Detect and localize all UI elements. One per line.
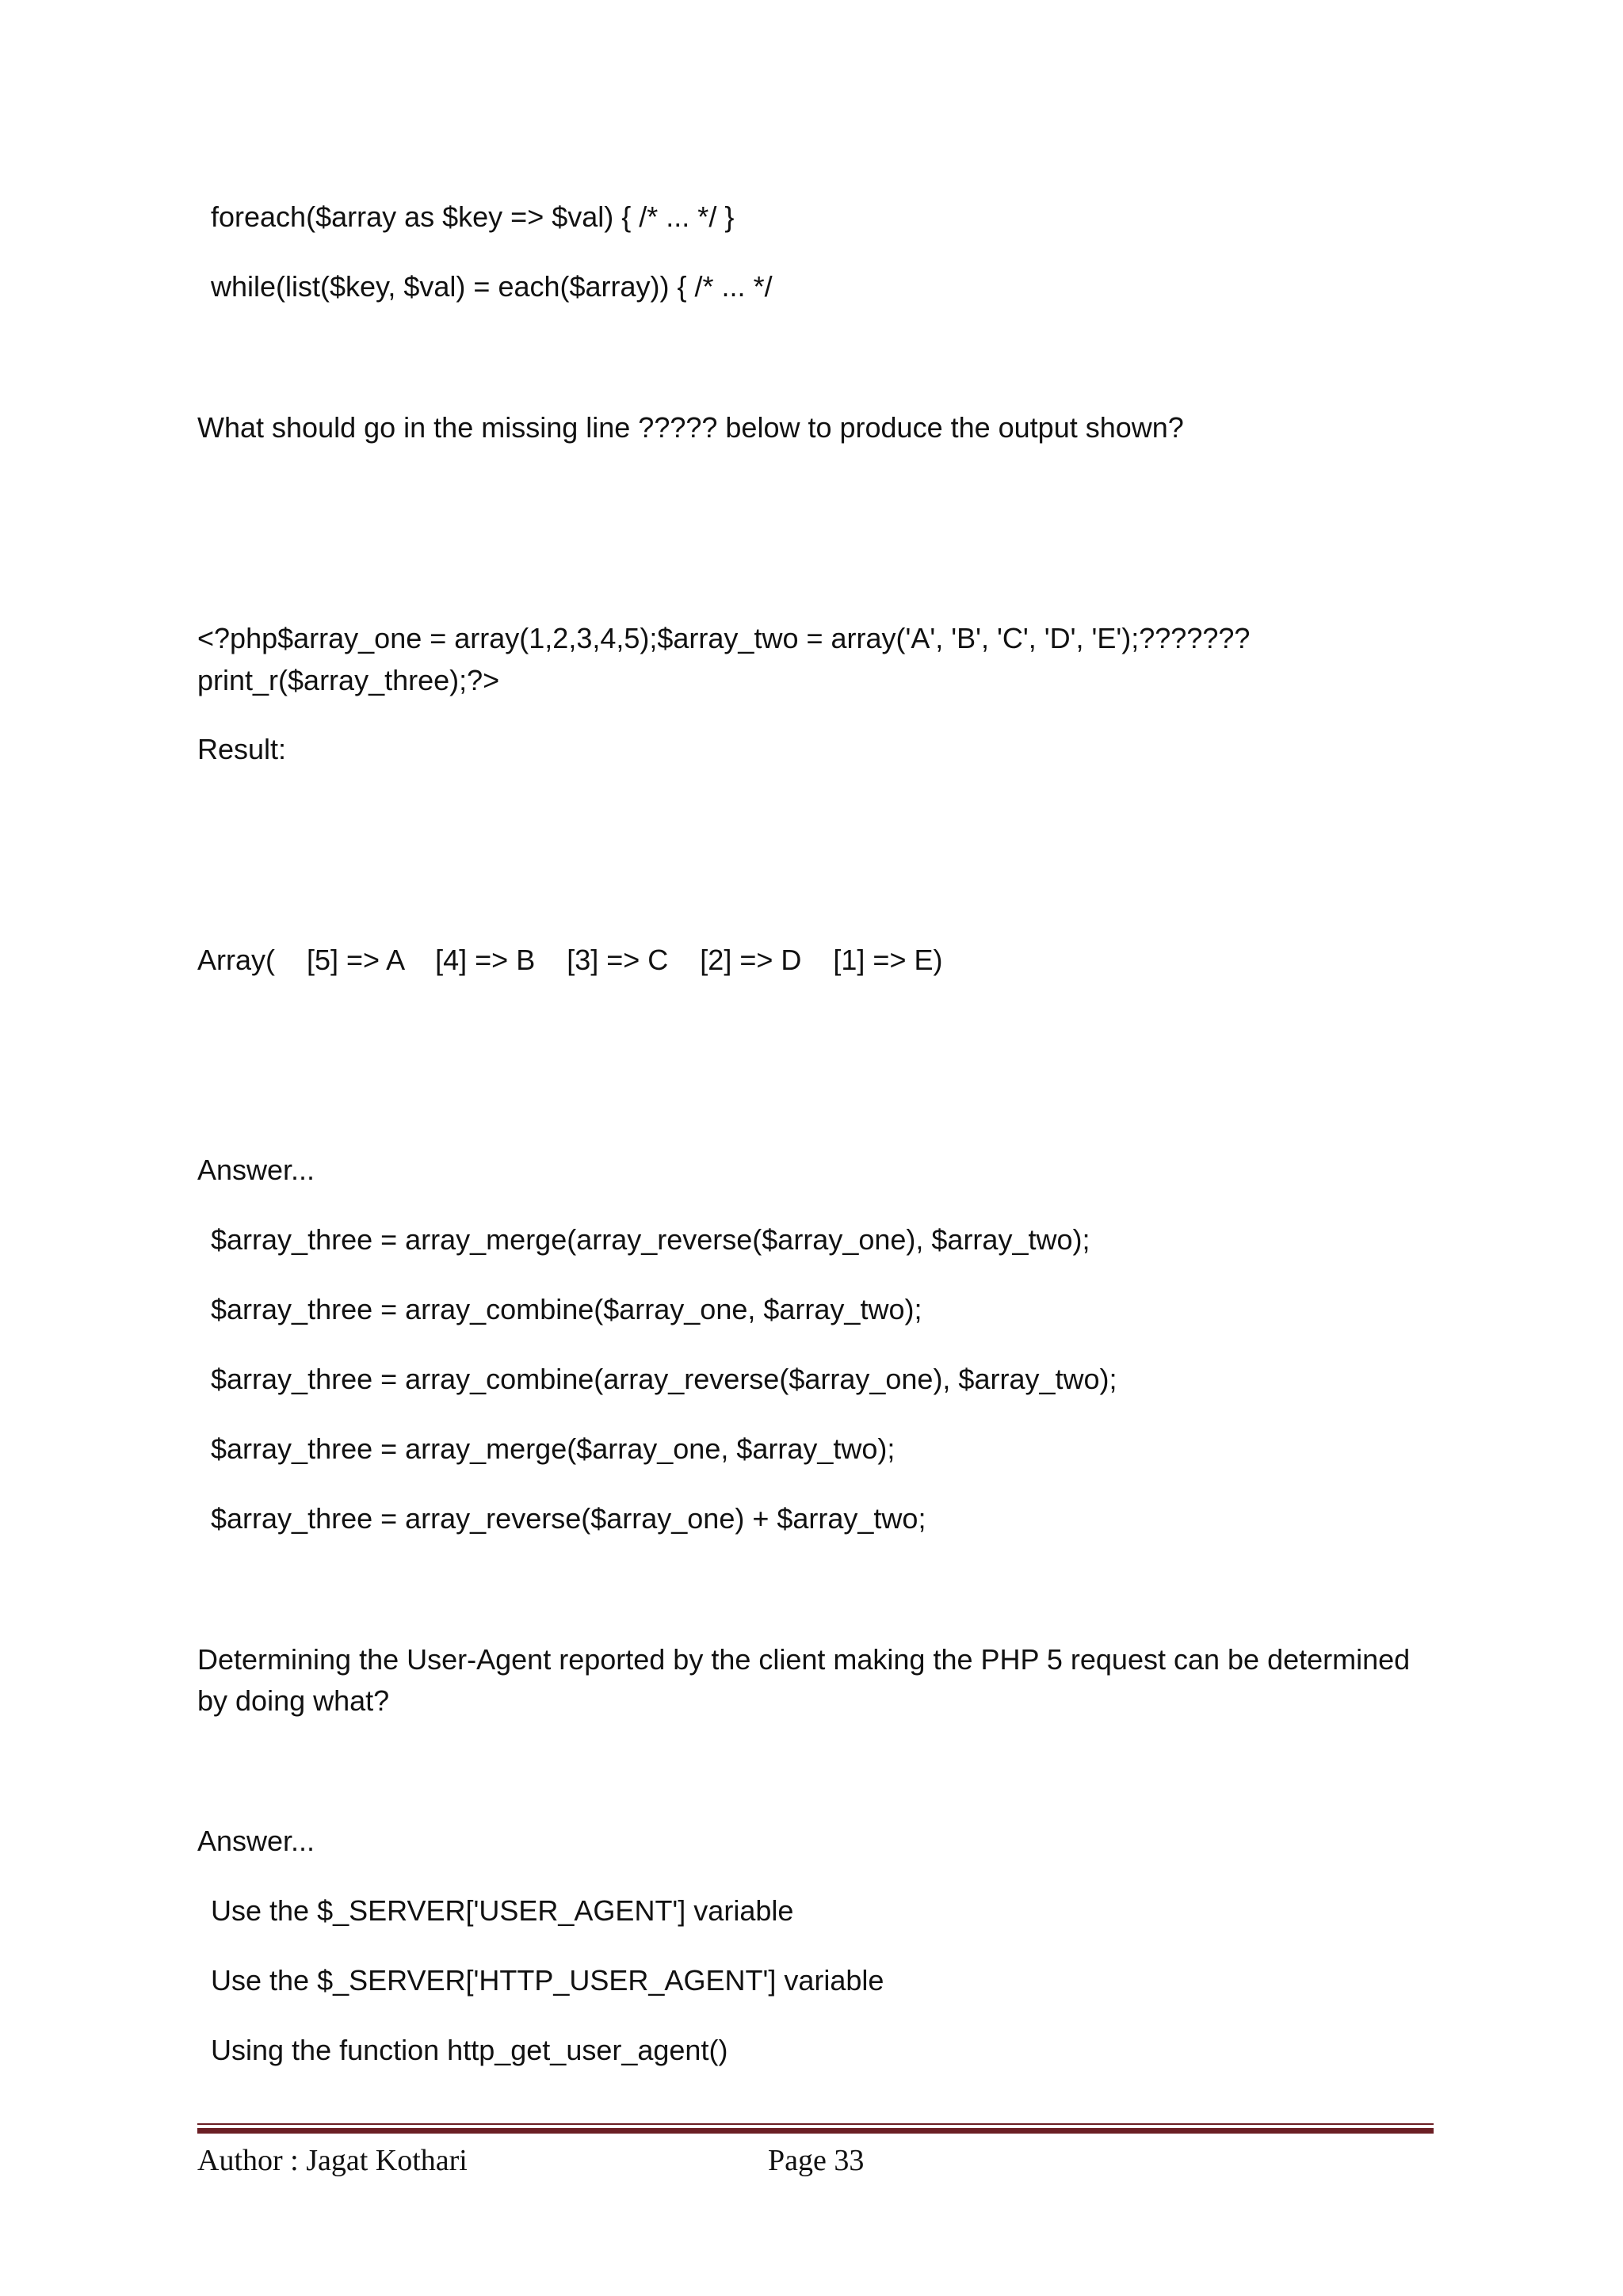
code-snippet-line-2: print_r($array_three);?> — [197, 664, 500, 696]
code-foreach-line: foreach($array as $key => $val) { /* ... */ } — [211, 200, 735, 233]
footer-rule-thick — [197, 2128, 1434, 2134]
answer-label-1: Answer... — [197, 1154, 315, 1186]
answer-option: $array_three = array_combine(array_reverse($array_one), $array_two); — [211, 1363, 1117, 1395]
answer-option: Use the $_SERVER['HTTP_USER_AGENT'] variable — [211, 1964, 884, 1997]
footer-page-number: Page 33 — [768, 2144, 865, 2177]
answer-option: $array_three = array_merge(array_reverse($array_one), $array_two); — [211, 1223, 1090, 1256]
answer-option: $array_three = array_combine($array_one, $array_two); — [211, 1293, 922, 1325]
answer-option: Using the function http_get_user_agent() — [211, 2034, 728, 2066]
code-while-line: while(list($key, $val) = each($array)) { /* ... */ — [211, 270, 773, 303]
result-output: Array( [5] => A [4] => B [3] => C [2] => D [1] => E) — [197, 944, 943, 976]
question-user-agent: Determining the User-Agent reported by the client making the PHP 5 request can be determined by doing what? — [197, 1643, 1411, 1717]
answer-option: $array_three = array_reverse($array_one) + $array_two; — [211, 1502, 926, 1535]
footer-rule-thin — [197, 2123, 1434, 2125]
result-label: Result: — [197, 733, 287, 765]
answer-option: Use the $_SERVER['USER_AGENT'] variable — [211, 1894, 794, 1927]
answer-label-2: Answer... — [197, 1825, 315, 1857]
footer-author: Author : Jagat Kothari — [197, 2144, 468, 2177]
question-missing-line: What should go in the missing line ????? below to produce the output shown? — [197, 411, 1184, 444]
answer-option: $array_three = array_merge($array_one, $array_two); — [211, 1432, 896, 1465]
code-snippet-line-1: <?php$array_one = array(1,2,3,4,5);$array_two = array('A', 'B', 'C', 'D', 'E');??????? — [197, 622, 1251, 654]
